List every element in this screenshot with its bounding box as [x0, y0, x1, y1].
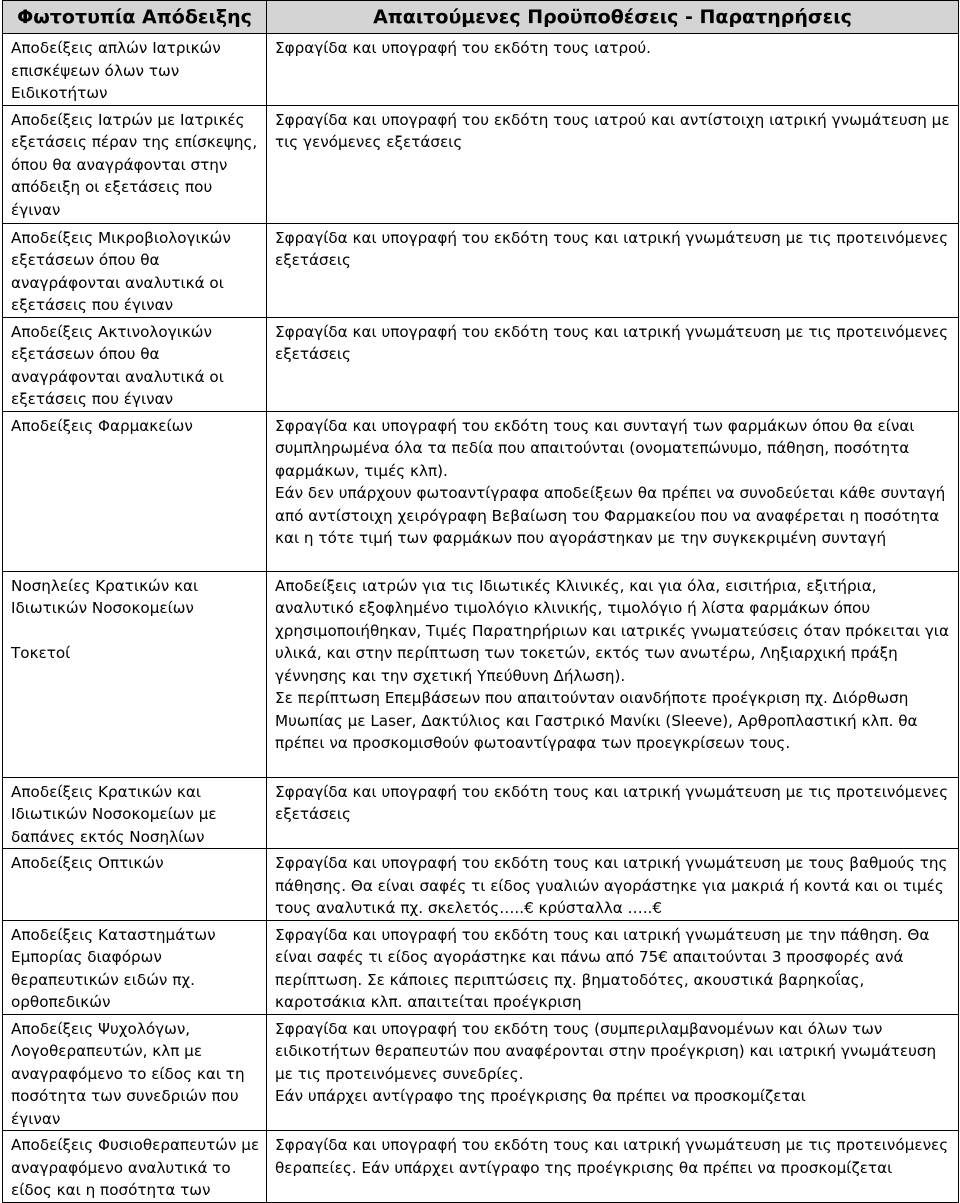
table-row [3, 1131, 959, 1203]
table-row [3, 571, 959, 777]
requirements-cell: Σφραγίδα και υπογραφή του εκδότη τους (συμπεριλαμβανομένων και όλων των ειδικοτήτων θεραπευτών που αναφέρονται στην προέγκριση) και ιατρική γνωμάτευση με τις προτεινόμενες συνεδρίες. Εάν υπάρχει αντίγραφο της προέγκρισης θα πρέπει να προσκομίζεται [267, 1014, 959, 1131]
receipt-type-cell: Αποδείξεις Οπτικών [3, 849, 267, 921]
receipt-type-cell: Αποδείξεις Μικροβιολογικών εξετάσεων όπου θα αναγράφονται αναλυτικά οι εξετάσεις που έγιναν [3, 223, 267, 317]
receipt-type-cell: Αποδείξεις Ιατρών με Ιατρικές εξετάσεις πέραν της επίσκεψης, όπου θα αναγράφονται στην απόδειξη οι εξετάσεις που έγιναν [3, 105, 267, 223]
receipt-type-cell: Αποδείξεις Φαρμακείων [3, 411, 267, 571]
receipt-type-cell [3, 571, 267, 777]
receipt-type-cell: Αποδείξεις Ψυχολόγων, Λογοθεραπευτών, κλπ με αναγραφόμενο το είδος και τη ποσότητα των συνεδριών που έγιναν [3, 1014, 267, 1131]
header-row [3, 1, 959, 34]
receipt-type-extra-text: Τοκετοί [11, 643, 71, 662]
requirements-cell: Σφραγίδα και υπογραφή του εκδότη τους και ιατρική γνωμάτευση με τις προτεινόμενες εξετάσεις [267, 777, 959, 849]
table-row [3, 849, 959, 921]
spacer [11, 620, 262, 642]
table-row [3, 317, 959, 411]
requirements-cell: Σφραγίδα και υπογραφή του εκδότη τους και ιατρική γνωμάτευση με τις προτεινόμενες εξετάσεις [267, 223, 959, 317]
table-row [3, 105, 959, 223]
table-row [3, 34, 959, 106]
header-receipt-copy: Φωτοτυπία Απόδειξης [3, 1, 267, 34]
table-row [3, 411, 959, 571]
requirements-cell: Σφραγίδα και υπογραφή του εκδότη τους και συνταγή των φαρμάκων όπου θα είναι συμπληρωμένα όλα τα πεδία που απαιτούνται (ονοματεπώνυμο, πάθηση, ποσότητα φαρμάκων, τιμές κλπ). Εάν δεν υπάρχουν φωτοαντίγραφα αποδείξεων θα πρέπει να συνοδεύεται κάθε συνταγή από αντίστοιχη χειρόγραφη Βεβαίωση του Φαρμακείου που να αναφέρεται η ποσότητα και η τότε τιμή των φαρμάκων που αγοράστηκαν με την συγκεκριμένη συνταγή [267, 411, 959, 571]
requirements-cell: Σφραγίδα και υπογραφή του εκδότη τους και ιατρική γνωμάτευση με την πάθηση. Θα είναι σαφές τι είδος αγοράστηκε και πάνω από 75€ απαιτούνται 3 προσφορές ανά περίπτωση. Σε κάποιες περιπτώσεις πχ. βηματοδότες, ακουστικά βαρηκοΐας, καροτσάκια κλπ. απαιτείται προέγκριση [267, 920, 959, 1014]
receipt-type-cell: Αποδείξεις Καταστημάτων Εμπορίας διαφόρων θεραπευτικών ειδών πχ. ορθοπεδικών [3, 920, 267, 1014]
table-row [3, 223, 959, 317]
header-requirements: Απαιτούμενες Προϋποθέσεις - Παρατηρήσεις [267, 1, 959, 34]
receipts-requirements-table [2, 0, 959, 1203]
requirements-cell: Σφραγίδα και υπογραφή του εκδότη τους ιατρού και αντίστοιχη ιατρική γνωμάτευση με τις γενόμενες εξετάσεις [267, 105, 959, 223]
requirements-cell: Σφραγίδα και υπογραφή του εκδότη τους και ιατρική γνωμάτευση με τις προτεινόμενες θεραπείες. Εάν υπάρχει αντίγραφο της προέγκρισης θα πρέπει να προσκομίζεται [267, 1131, 959, 1203]
requirements-cell: Σφραγίδα και υπογραφή του εκδότη τους και ιατρική γνωμάτευση με τις προτεινόμενες εξετάσεις [267, 317, 959, 411]
requirements-cell: Αποδείξεις ιατρών για τις Ιδιωτικές Κλινικές, και για όλα, εισιτήρια, εξιτήρια, αναλυτικό εξοφλημένο τιμολόγιο κλινικής, τιμολόγιο ή λίστα φαρμάκων όπου χρησιμοποιήθηκαν, Τιμές Παρατηρήριων και ιατρικές γνωματεύσεις όταν πρόκειται για υλικά, και στην περίπτωση των τοκετών, εκτός των ανωτέρω, Ληξιαρχική πράξη γέννησης και την σχετική Υπεύθυνη Δήλωση). Σε περίπτωση Επεμβάσεων που απαιτούνταν οιανδήποτε προέγκριση πχ. Διόρθωση Μυωπίας με Laser, Δακτύλιος και Γαστρικό Μανίκι (Sleeve), Αρθροπλαστική κλπ. θα πρέπει να προσκομισθούν φωτοαντίγραφα των προεγκρίσεων τους. [267, 571, 959, 777]
receipt-type-cell: Αποδείξεις Φυσιοθεραπευτών με αναγραφόμενο αναλυτικά το είδος και η ποσότητα των [3, 1131, 267, 1203]
table-row [3, 920, 959, 1014]
table-row [3, 1014, 959, 1131]
receipt-type-cell: Αποδείξεις Κρατικών και Ιδιωτικών Νοσοκομείων με δαπάνες εκτός Νοσηλίων [3, 777, 267, 849]
requirements-cell: Σφραγίδα και υπογραφή του εκδότη τους και ιατρική γνωμάτευση με τους βαθμούς της πάθησης. Θα είναι σαφές τι είδος γυαλιών αγοράστηκε για μακριά ή κοντά και οι τιμές τους αναλυτικά πχ. σκελετός…..€ κρύσταλλα …..€ [267, 849, 959, 921]
receipt-type-cell: Αποδείξεις απλών Ιατρικών επισκέψεων όλων των Ειδικοτήτων [3, 34, 267, 106]
receipt-type-text: Νοσηλείες Κρατικών και Ιδιωτικών Νοσοκομείων [11, 576, 199, 617]
table-row [3, 777, 959, 849]
receipt-type-cell: Αποδείξεις Ακτινολογικών εξετάσεων όπου θα αναγράφονται αναλυτικά οι εξετάσεις που έγιναν [3, 317, 267, 411]
requirements-cell: Σφραγίδα και υπογραφή του εκδότη τους ιατρού. [267, 34, 959, 106]
